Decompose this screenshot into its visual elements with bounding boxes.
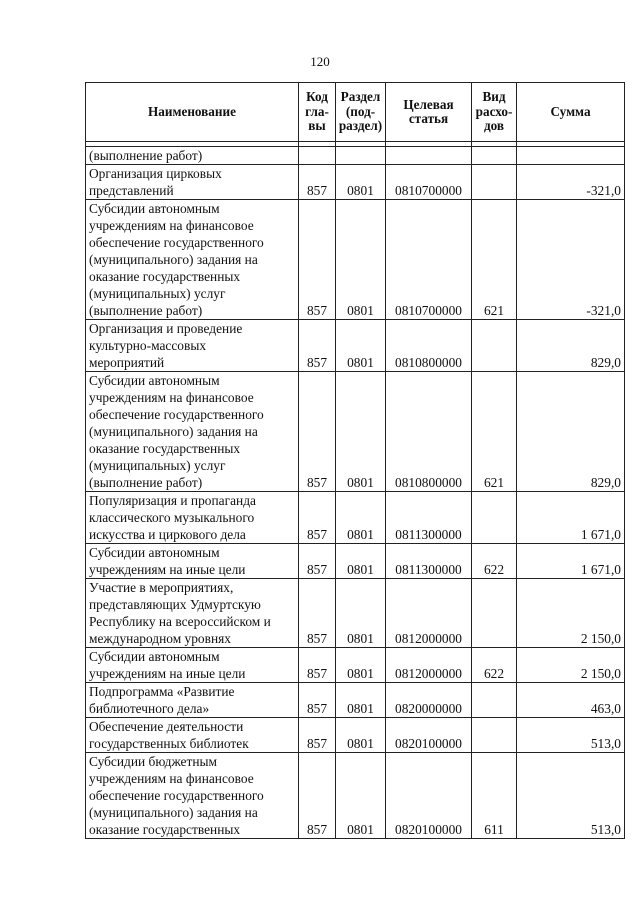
- row-article: 0812000000: [386, 579, 472, 648]
- row-kind: 622: [472, 544, 517, 579]
- row-name: [86, 544, 299, 579]
- table-row: [86, 147, 625, 165]
- row-code: 857: [299, 753, 336, 839]
- row-name-line: (муниципальных) услуг: [89, 286, 226, 301]
- row-article: 0810700000: [386, 200, 472, 320]
- row-name-line: Республику на всероссийском и: [89, 614, 271, 629]
- row-sum: 1 671,0: [517, 544, 625, 579]
- row-name-line: оказание государственных: [89, 441, 241, 456]
- row-name-line: Участие в мероприятиях,: [89, 580, 234, 595]
- row-section: 0801: [336, 648, 386, 683]
- row-name-line: обеспечение государственного: [89, 235, 264, 250]
- table-row: [86, 492, 625, 544]
- row-name-line: Организация цирковых: [89, 166, 222, 181]
- row-code: 857: [299, 648, 336, 683]
- row-sum: 463,0: [517, 683, 625, 718]
- row-article: 0811300000: [386, 492, 472, 544]
- row-section: 0801: [336, 683, 386, 718]
- row-name-line: учреждениям на финансовое: [89, 771, 254, 786]
- row-name-line: Организация и проведение: [89, 321, 243, 336]
- row-section: 0801: [336, 200, 386, 320]
- row-name-line: обеспечение государственного: [89, 788, 264, 803]
- row-name: [86, 147, 299, 165]
- row-name-line: государственных библиотек: [89, 736, 249, 751]
- row-code: 857: [299, 544, 336, 579]
- row-kind: [472, 718, 517, 753]
- row-section: 0801: [336, 718, 386, 753]
- row-article: 0820000000: [386, 683, 472, 718]
- table-row: [86, 579, 625, 648]
- row-section: 0801: [336, 544, 386, 579]
- row-kind: [472, 165, 517, 200]
- budget-table: [85, 82, 625, 839]
- row-code: 857: [299, 579, 336, 648]
- row-name-line: Субсидии автономным: [89, 373, 220, 388]
- row-name-line: (муниципальных) услуг: [89, 458, 226, 473]
- row-name-line: представлений: [89, 183, 174, 198]
- table-header-row: [86, 83, 625, 142]
- row-sum: 513,0: [517, 718, 625, 753]
- row-sum: 1 671,0: [517, 492, 625, 544]
- row-name-line: (выполнение работ): [89, 148, 203, 163]
- row-article: 0810700000: [386, 165, 472, 200]
- table-row: [86, 753, 625, 839]
- row-sum: 829,0: [517, 372, 625, 492]
- row-name: [86, 648, 299, 683]
- row-article: [386, 147, 472, 165]
- row-code: 857: [299, 200, 336, 320]
- column-header-section: Раздел (под- раздел): [336, 83, 386, 142]
- table-row: [86, 544, 625, 579]
- column-header-article: Целевая статья: [386, 83, 472, 142]
- row-name-line: библиотечного дела»: [89, 701, 210, 716]
- row-article: 0820100000: [386, 753, 472, 839]
- column-header-kind: Вид расхо- дов: [472, 83, 517, 142]
- row-name-line: учреждениям на финансовое: [89, 218, 254, 233]
- row-kind: 621: [472, 200, 517, 320]
- row-kind: [472, 147, 517, 165]
- row-sum: 2 150,0: [517, 648, 625, 683]
- row-name: [86, 718, 299, 753]
- row-name-line: (выполнение работ): [89, 475, 203, 490]
- row-name-line: мероприятий: [89, 355, 165, 370]
- row-code: [299, 147, 336, 165]
- row-name-line: (муниципального) задания на: [89, 424, 258, 439]
- table-row: [86, 320, 625, 372]
- row-name: [86, 579, 299, 648]
- row-section: [336, 147, 386, 165]
- row-name: [86, 200, 299, 320]
- row-sum: 513,0: [517, 753, 625, 839]
- row-name-line: Субсидии бюджетным: [89, 754, 217, 769]
- row-section: 0801: [336, 753, 386, 839]
- row-name-line: Популяризация и пропаганда: [89, 493, 256, 508]
- row-article: 0820100000: [386, 718, 472, 753]
- row-kind: 621: [472, 372, 517, 492]
- row-name: [86, 492, 299, 544]
- row-name-line: классического музыкального: [89, 510, 255, 525]
- row-section: 0801: [336, 372, 386, 492]
- row-name-line: представляющих Удмуртскую: [89, 597, 261, 612]
- row-section: 0801: [336, 165, 386, 200]
- row-name: [86, 683, 299, 718]
- row-section: 0801: [336, 492, 386, 544]
- table-row: [86, 718, 625, 753]
- row-name-line: (муниципального) задания на: [89, 805, 258, 820]
- row-sum: 829,0: [517, 320, 625, 372]
- row-kind: 622: [472, 648, 517, 683]
- table-row: [86, 648, 625, 683]
- row-sum: [517, 147, 625, 165]
- row-sum: -321,0: [517, 200, 625, 320]
- table-row: [86, 683, 625, 718]
- row-kind: 611: [472, 753, 517, 839]
- table-row: [86, 372, 625, 492]
- row-code: 857: [299, 372, 336, 492]
- row-name-line: оказание государственных: [89, 822, 241, 837]
- row-section: 0801: [336, 320, 386, 372]
- row-name-line: учреждениям на иные цели: [89, 666, 246, 681]
- row-name: [86, 372, 299, 492]
- row-article: 0812000000: [386, 648, 472, 683]
- row-name-line: учреждениям на иные цели: [89, 562, 246, 577]
- row-sum: -321,0: [517, 165, 625, 200]
- table-row: [86, 165, 625, 200]
- row-name-line: искусства и циркового дела: [89, 527, 246, 542]
- row-name: [86, 320, 299, 372]
- row-code: 857: [299, 320, 336, 372]
- row-code: 857: [299, 165, 336, 200]
- row-kind: [472, 683, 517, 718]
- row-name-line: Подпрограмма «Развитие: [89, 684, 235, 699]
- row-name-line: учреждениям на финансовое: [89, 390, 254, 405]
- row-article: 0810800000: [386, 320, 472, 372]
- row-article: 0810800000: [386, 372, 472, 492]
- row-kind: [472, 492, 517, 544]
- row-code: 857: [299, 492, 336, 544]
- row-name-line: Субсидии автономным: [89, 649, 220, 664]
- row-article: 0811300000: [386, 544, 472, 579]
- row-code: 857: [299, 683, 336, 718]
- row-name: [86, 753, 299, 839]
- row-name-line: международном уровнях: [89, 631, 231, 646]
- row-name-line: (муниципального) задания на: [89, 252, 258, 267]
- row-name-line: обеспечение государственного: [89, 407, 264, 422]
- row-kind: [472, 579, 517, 648]
- row-code: 857: [299, 718, 336, 753]
- row-name-line: Субсидии автономным: [89, 201, 220, 216]
- column-header-sum: Сумма: [517, 83, 625, 142]
- row-name-line: (выполнение работ): [89, 303, 203, 318]
- column-header-name: Наименование: [86, 83, 299, 142]
- row-name-line: оказание государственных: [89, 269, 241, 284]
- row-sum: 2 150,0: [517, 579, 625, 648]
- row-name-line: Субсидии автономным: [89, 545, 220, 560]
- row-name: [86, 165, 299, 200]
- row-name-line: Обеспечение деятельности: [89, 719, 244, 734]
- row-kind: [472, 320, 517, 372]
- table-body: [86, 147, 625, 839]
- row-section: 0801: [336, 579, 386, 648]
- row-name-line: культурно-массовых: [89, 338, 207, 353]
- table-row: [86, 200, 625, 320]
- page-number: 120: [310, 54, 330, 69]
- column-header-code: Код гла- вы: [299, 83, 336, 142]
